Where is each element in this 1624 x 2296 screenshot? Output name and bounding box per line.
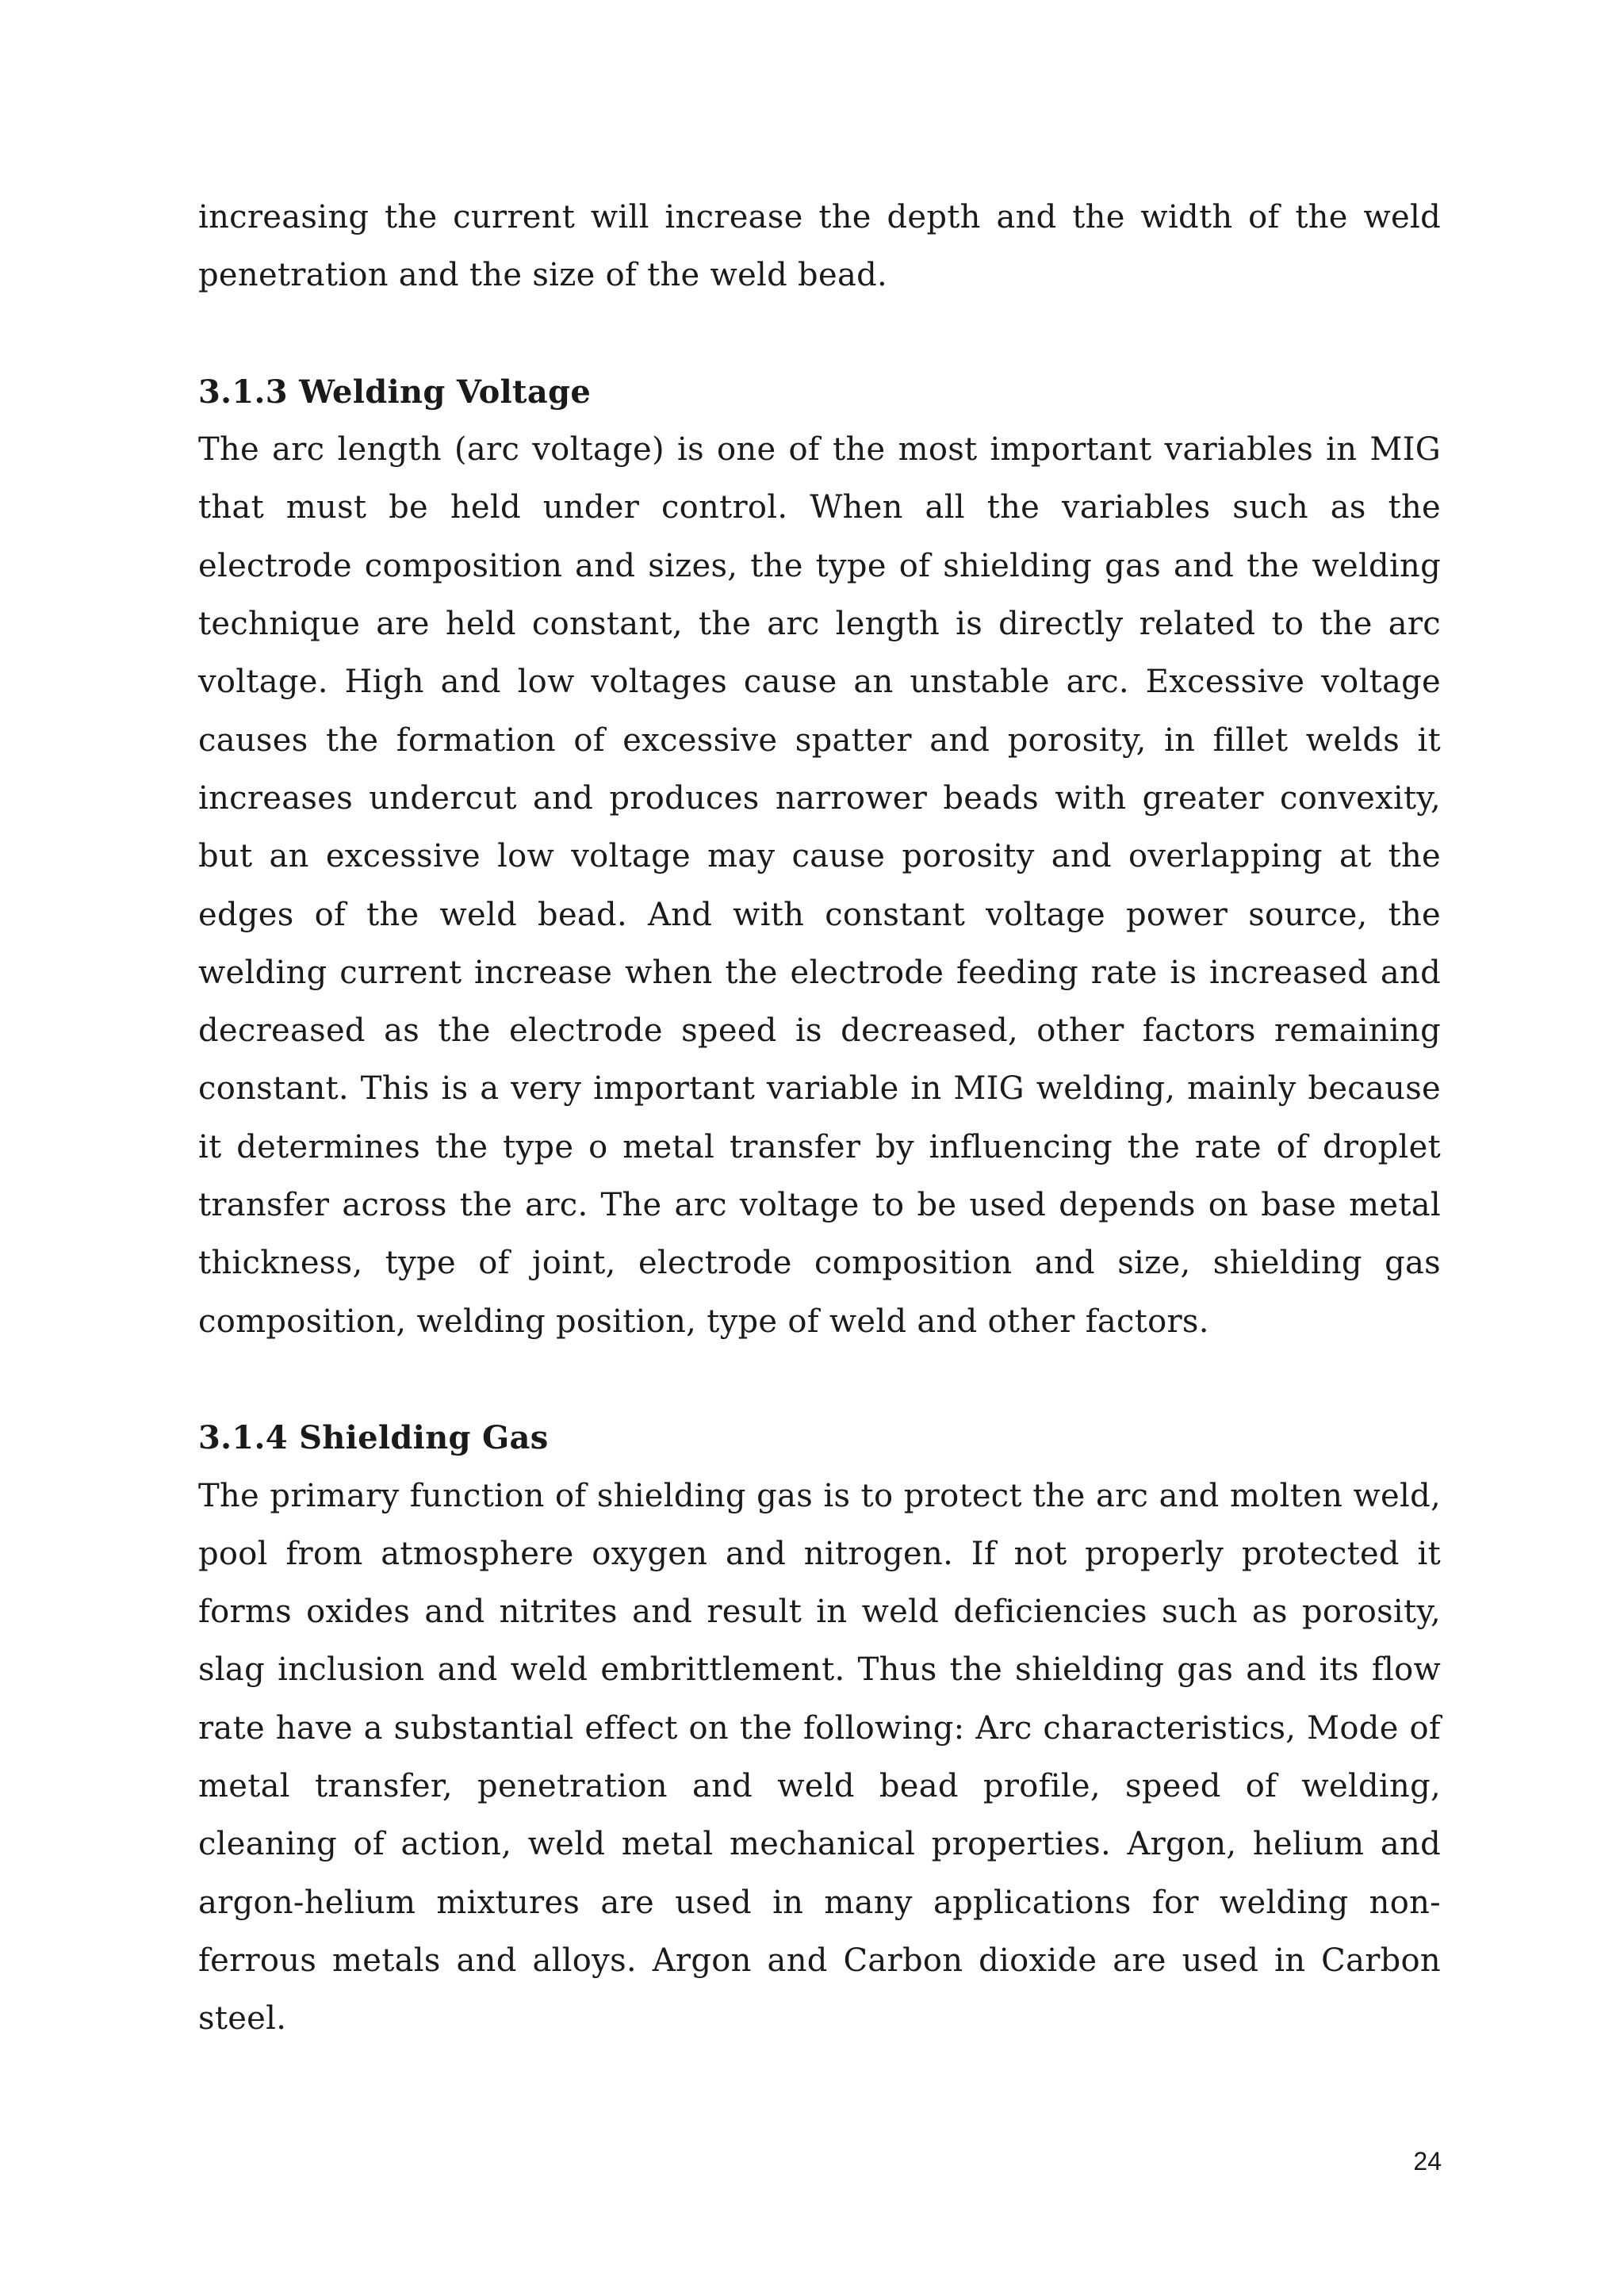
intro-paragraph: increasing the current will increase the depth and the width of the weld penetration and the size of the weld bead.	[198, 199, 1441, 294]
paragraph-spacer	[198, 1351, 1441, 1409]
section-heading-welding-voltage: 3.1.3 Welding Voltage	[198, 373, 592, 411]
paragraph-spacer	[198, 305, 1441, 363]
section-body-shielding-gas: The primary function of shielding gas is to protect the arc and molten weld, pool from atmosphere oxygen and nitrogen. If not properly protected it forms oxides and nitrites and result in weld deficiencies such as porosity, slag inclusion and weld embrittlement. Thus the shielding gas and its flow rate have a substantial effect on the following: Arc characteristics, Mode of metal transfer, penetration and weld bead profile, speed of welding, cleaning of action, weld metal mechanical properties. Argon, helium and argon-helium mixtures are used in many applications for welding non-ferrous metals and alloys. Argon and Carbon dioxide are used in Carbon steel.	[198, 1477, 1441, 2038]
section-heading-shielding-gas: 3.1.4 Shielding Gas	[198, 1419, 549, 1457]
page-content	[198, 189, 1441, 2049]
section-body-welding-voltage: The arc length (arc voltage) is one of the most important variables in MIG that must be held under control. When all the variables such as the electrode composition and sizes, the type of shielding gas and the welding technique are held constant, the arc length is directly related to the arc voltage. High and low voltages cause an unstable arc. Excessive voltage causes the formation of excessive spatter and porosity, in fillet welds it increases undercut and produces narrower beads with greater convexity, but an excessive low voltage may cause porosity and overlapping at the edges of the weld bead. And with constant voltage power source, the welding current increase when the electrode feeding rate is increased and decreased as the electrode speed is decreased, other factors remaining constant. This is a very important variable in MIG welding, mainly because it determines the type o metal transfer by influencing the rate of droplet transfer across the arc. The arc voltage to be used depends on base metal thickness, type of joint, electrode composition and size, shielding gas composition, welding position, type of weld and other factors.	[198, 431, 1441, 1340]
page-number: 24	[1413, 2147, 1442, 2175]
